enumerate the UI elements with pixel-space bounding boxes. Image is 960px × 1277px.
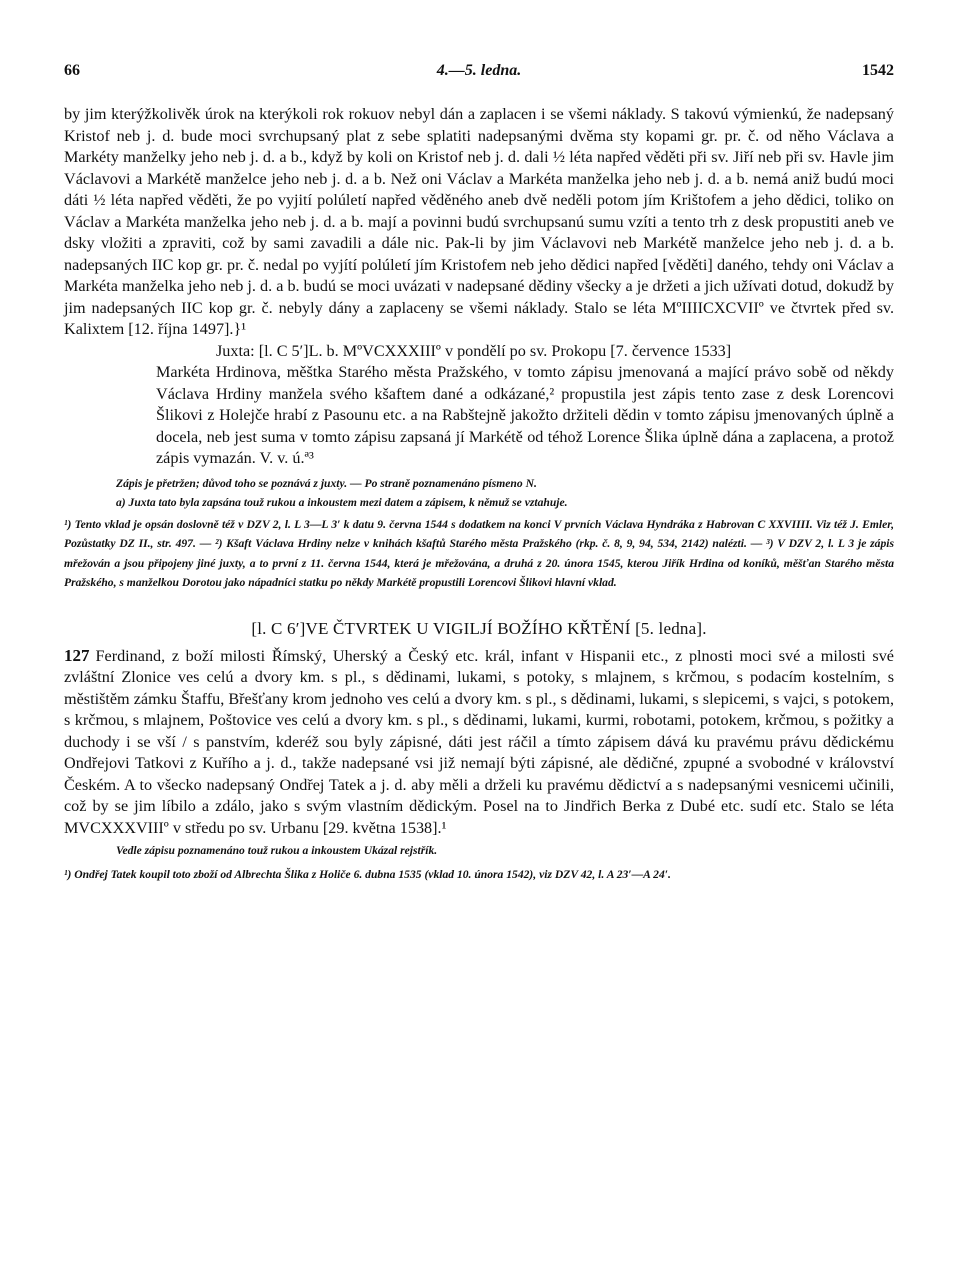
editorial-note-1: Zápis je přetržen; důvod toho se poznává z juxty. — Po straně poznamenáno písmeno N. xyxy=(116,476,537,490)
section-title: [l. C 6′]VE ČTVRTEK U VIGILJÍ BOŽÍHO KŘTĚNÍ [5. ledna]. xyxy=(251,618,707,638)
entry-note: Vedle zápisu poznamenáno touž rukou a inkoustem Ukázal rejstřík. xyxy=(116,844,438,857)
entry-number: 127 xyxy=(64,645,90,665)
editorial-note-2: a) Juxta tato byla zapsána touž rukou a inkoustem mezi datem a zápisem, k němuž se vztahuje. xyxy=(116,496,568,509)
page-header xyxy=(64,62,894,86)
entry-127 xyxy=(64,645,894,840)
entry-text: Ferdinand, z boží milosti Římský, Uherský a Český etc. král, infant v Hispanii etc., z plnosti moci své a milosti své zvláštní Zlonice ves celú a dvory km. s pl., s dědinami, lukami, s potoky, s mlajnem, s krčmou, s podacím kostelním, s městištěm zámku Štaffu, Břešťany krom jednoho ves celú a dvory km. s pl., s dědinami, lukami, s slepicemi, s vajci, s potokem, s krčmou, s mlajnem, Poštovice ves celú a dvory km. s pl., s dědinami, lukami, kurmi, robotami, potokem, krčmou, s požitky a duchody i se vší / s panstvím, kderéž sou byly zápisné, dáti jest ráčil a tímto zápisem dává ku pravému právu dědickému Ondřejovi Tatkovi z Kuřího a j. d., takže nadepsané vsi již nemají býti zápisné, ale dědičné, zpupné a svobodné v království Českém. A to všecko nadepsaný Ondřej Tatek a j. d. aby měli a drželi ku pravému dědictví a s nadepsanými vesnicemi učinili, což by se jim líbilo a zdálo, jako s svým vlastním dědickým. Posel na to Jindřich Berka z Dubé etc. sudí etc. Stalo se léta MVCXXXVIIIº v středu po sv. Urbanu [29. května 1538].¹ xyxy=(64,646,894,837)
indented-paragraph: Markéta Hrdinova, měštka Starého města Pražského, v tomto zápisu jmenovaná a mající právo sobě od někdy Václava Hrdiny manžela svého kšaftem dané a odkázané,² propustila jest zápis tento zase z desk Lorencovi Šlikovi z Holejče hrabí z Pasounu etc. a na Rabštejně jakožto držiteli dědin v tomto zápisu jmenovaných úplně a docela, neb jest suma v tomto zápisu zapsaná jí Markétě od téhož Lorence Šlika úplně dána a zaplacena, a protož zápis vymazán. V. v. ú.ª³ xyxy=(156,363,894,467)
juxta-line: Juxta: [l. C 5′]L. b. MºVCXXXIIIº v pondělí po sv. Prokopu [7. července 1533] xyxy=(216,341,732,360)
footnote-text: ¹) Tento vklad je opsán doslovně též v DZV 2, l. L 3—L 3′ k datu 9. června 1544 s dodatkem na konci V prvních Václava Hyndráka z Habrovan C XXVIIII. Viz též J. Emler, Pozůstatky DZ II., str. 497. — ²) Kšaft Václava Hrdiny nelze v knihách kšaftů Starého města Pražského (rkp. č. 8, 9, 94, 534, 2142) nalézti. — ³) V DZV 2, l. L 3 je zápis mřežován a jsou připojeny jiné juxty, a to první z 11. června 1544, která je mřežována, a druhá z 20. února 1545, kterou Jiřík Hrdina od koníků, měšťan Starého města Pražského, s manželkou Dorotou jako nápadníci statku po někdy Markétě propustili Lorencovi Šlikovi hlavní vklad. xyxy=(64,517,894,589)
date-heading: 4.—5. ledna. xyxy=(436,62,522,79)
page-number: 66 xyxy=(64,62,80,79)
document-page xyxy=(64,62,894,884)
main-paragraph: by jim kterýžkolivěk úrok na kterýkoli rok rokuov nebyl dán a zaplacen i se všemi náklady. S takovú výmienkú, že nadepsaný Kristof neb j. d. bude moci svrchupsaný plat z sebe splatiti nadepsanými dvěma sty kopami gr. pr. č. od něho Václava a Markéty manželky jeho neb j. d. a b., když by koli on Kristof neb j. d. dali ½ léta napřed věděti při sv. Jiří neb při sv. Havle jim Václavovi a Markétě manželce jeho neb j. d. a b. Než oni Václav a Markéta manželka jeho neb j. d. a b. nemá aniž budú moci dáti ½ léta napřed věděti, že po vyjití polúletí napřed věděného aneb dvě neděli potom jím Krištofem a jeho dědici, toliko on Václav a Markéta manželka jeho neb j. d. a b. mají a povinni budú svrchupsanú sumu vzíti a tento trh z desk propustiti aneb ve dsky vložiti a zpraviti, což by sami zavadili a dále nic. Pak-li by jim Václavovi neb Markétě manželce jeho neb j. d. a b. nadepsaných IIC kop gr. pr. č. nedal po vyjítí polúletí jím Kristofem neb jeho dědici napřed [věděti] daného, tehdy oni Václav a Markéta manželka jeho neb j. d. a b. budú se moci uvázati v nadepsané dědiny všecky a je držeti a jich užívati dotud, dokudž by jim nadepsaných IIC kop gr. č. nebyly dány a zaplaceny se všemi náklady. Stalo se léta MºIIIICXCVIIº ve čtvrtek před sv. Kalixtem [12. října 1497].}¹ xyxy=(64,105,894,338)
entry-footnote: ¹) Ondřej Tatek koupil toto zboží od Albrechta Šlika z Holiče 6. dubna 1535 (vklad 10. února 1542), viz DZV 42, l. A 23′—A 24′. xyxy=(64,867,671,881)
year-heading: 1542 xyxy=(862,62,894,79)
footnotes-block xyxy=(64,515,894,593)
